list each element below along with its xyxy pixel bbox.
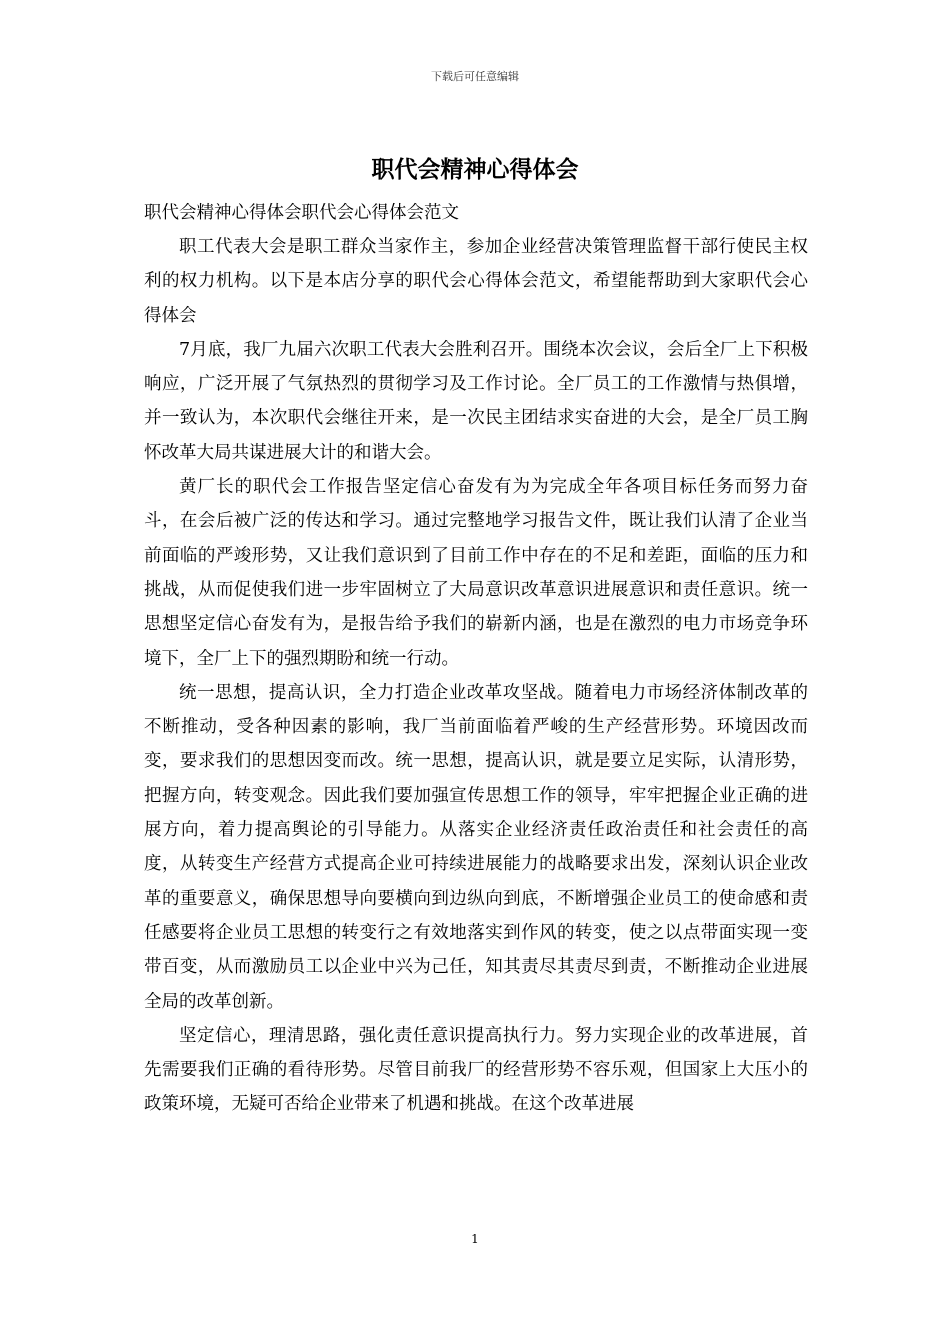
paragraph: 黄厂长的职代会工作报告坚定信心奋发有为为完成全年各项目标任务而努力奋斗，在会后被广泛的传达和学习。通过完整地学习报告文件，既让我们认清了企业当前面临的严竣形势，又让我们意识到了目前工作中存在的不足和差距，面临的压力和挑战，从而促使我们进一步牢固树立了大局意识改革意识进展意识和责任意识。统一思想坚定信心奋发有为，是报告给予我们的崭新内涵，也是在激烈的电力市场竞争环境下，全厂上下的强烈期盼和统一行动。 [144,477,808,669]
document-body [144,196,808,1122]
page-number: 1 [471,1232,479,1246]
paragraph: 7月底，我厂九届六次职工代表大会胜利召开。围绕本次会议，会后全厂上下积极响应，广泛开展了气氛热烈的贯彻学习及工作讨论。全厂员工的工作激情与热俱增，并一致认为，本次职代会继往开来，是一次民主团结求实奋进的大会，是全厂员工胸怀改革大局共谋进展大计的和谐大会。 [144,339,808,463]
paragraph: 职工代表大会是职工群众当家作主，参加企业经营决策管理监督干部行使民主权利的权力机构。以下是本店分享的职代会心得体会范文，希望能帮助到大家职代会心得体会 [144,237,808,326]
paragraph: 统一思想，提高认识，全力打造企业改革攻坚战。随着电力市场经济体制改革的不断推动，受各种因素的影响，我厂当前面临着严峻的生产经营形势。环境因改而变，要求我们的思想因变而改。统一思想，提高认识，就是要立足实际，认清形势，把握方向，转变观念。因此我们要加强宣传思想工作的领导，牢牢把握企业正确的进展方向，着力提高舆论的引导能力。从落实企业经济责任政治责任和社会责任的高度，从转变生产经营方式提高企业可持续进展能力的战略要求出发，深刻认识企业改革的重要意义，确保思想导向要横向到边纵向到底，不断增强企业员工的使命感和责任感要将企业员工思想的转变行之有效地落实到作风的转变，使之以点带面实现一变带百变，从而激励员工以企业中兴为己任，知其责尽其责尽到责，不断推动企业进展全局的改革创新。 [144,682,808,1012]
header-note: 下载后可任意编辑 [431,70,519,83]
paragraph: 坚定信心，理清思路，强化责任意识提高执行力。努力实现企业的改革进展，首先需要我们正确的看待形势。尽管目前我厂的经营形势不容乐观，但国家上大压小的政策环境，无疑可否给企业带来了机遇和挑战。在这个改革进展 [144,1025,808,1115]
document-subtitle: 职代会精神心得体会职代会心得体会范文 [144,203,459,223]
document-title: 职代会精神心得体会 [371,156,579,183]
